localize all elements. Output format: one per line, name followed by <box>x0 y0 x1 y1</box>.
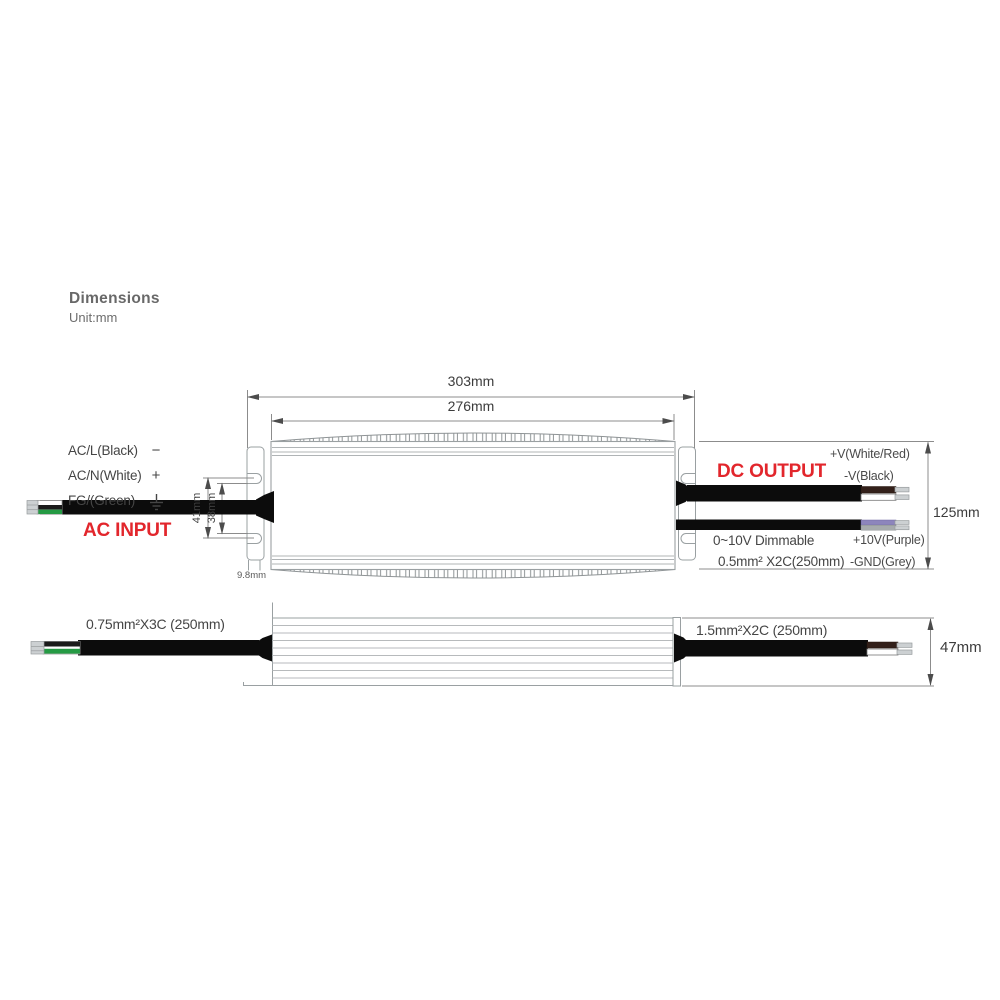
cable-gland <box>674 634 688 663</box>
wire-green <box>43 649 80 654</box>
cable-jacket <box>676 520 862 531</box>
dimming-cable <box>676 520 909 531</box>
dim-label-slot-pitch: 41mm <box>191 492 203 524</box>
polarity-plus-mark: + <box>151 467 161 484</box>
dim-label-body-length: 276mm <box>447 398 495 414</box>
wire-dark <box>867 642 898 648</box>
wire-white-red <box>861 487 896 494</box>
output-cable-spec: 1.5mm²X2C (250mm) <box>696 622 828 638</box>
dim-label-slot-inner: 38mm <box>206 492 218 524</box>
crimp-tips <box>895 487 909 499</box>
dim-label-body-height: 47mm <box>940 639 982 656</box>
wire-green <box>37 510 62 514</box>
wire-black <box>861 494 896 500</box>
power-supply-top-view <box>247 433 696 578</box>
wire-purple <box>861 520 896 525</box>
mounting-slot <box>681 534 695 544</box>
ac-wire-label-ground: FG/(Green) <box>68 493 136 508</box>
wire-black <box>43 642 80 647</box>
unit-note: Unit:mm <box>69 310 118 325</box>
cable-gland <box>258 635 273 662</box>
crimp-tips <box>27 501 38 515</box>
enclosure-body <box>271 442 675 570</box>
wire-white <box>867 649 898 655</box>
wire-grey <box>861 525 896 530</box>
mounting-slot <box>681 474 695 484</box>
cable-jacket <box>687 485 862 502</box>
crimp-tips <box>31 642 44 655</box>
dim-label-body-width: 125mm <box>933 504 980 520</box>
dc-wire-label-positive: +V(White/Red) <box>830 447 910 461</box>
dimming-wire-label-positive: +10V(Purple) <box>853 533 925 547</box>
crimp-tips <box>897 643 912 654</box>
ac-wire-label-live: AC/L(Black) <box>68 443 138 458</box>
cable-jacket <box>686 640 868 657</box>
top-rib-band <box>271 433 675 442</box>
dimming-cable-spec: 0.5mm² X2C(250mm) <box>718 554 845 569</box>
side-input-cable <box>31 635 272 662</box>
input-cable-spec: 0.75mm²X3C (250mm) <box>86 616 225 632</box>
ac-wire-label-neutral: AC/N(White) <box>68 468 142 483</box>
crimp-tips <box>895 521 909 530</box>
side-left-foot <box>244 682 273 686</box>
dim-label-bracket-thickness: 9.8mm <box>237 570 267 581</box>
ac-input-cable <box>27 491 274 523</box>
cable-jacket <box>78 640 259 656</box>
heatsink-fins <box>273 626 674 679</box>
dim-label-overall-length: 303mm <box>447 373 495 389</box>
polarity-minus-mark: − <box>151 442 161 459</box>
power-supply-side-view <box>244 603 681 687</box>
dc-wire-label-negative: -V(Black) <box>844 469 894 483</box>
dimming-title: 0~10V Dimmable <box>713 533 815 548</box>
bottom-rib-band <box>271 570 675 579</box>
dimming-wire-label-ground: -GND(Grey) <box>850 555 916 569</box>
wire-black <box>37 505 62 510</box>
dc-output-cable <box>676 481 909 507</box>
dc-output-title: DC OUTPUT <box>717 461 827 482</box>
ac-input-title: AC INPUT <box>83 520 172 541</box>
page-title: Dimensions <box>69 290 160 307</box>
